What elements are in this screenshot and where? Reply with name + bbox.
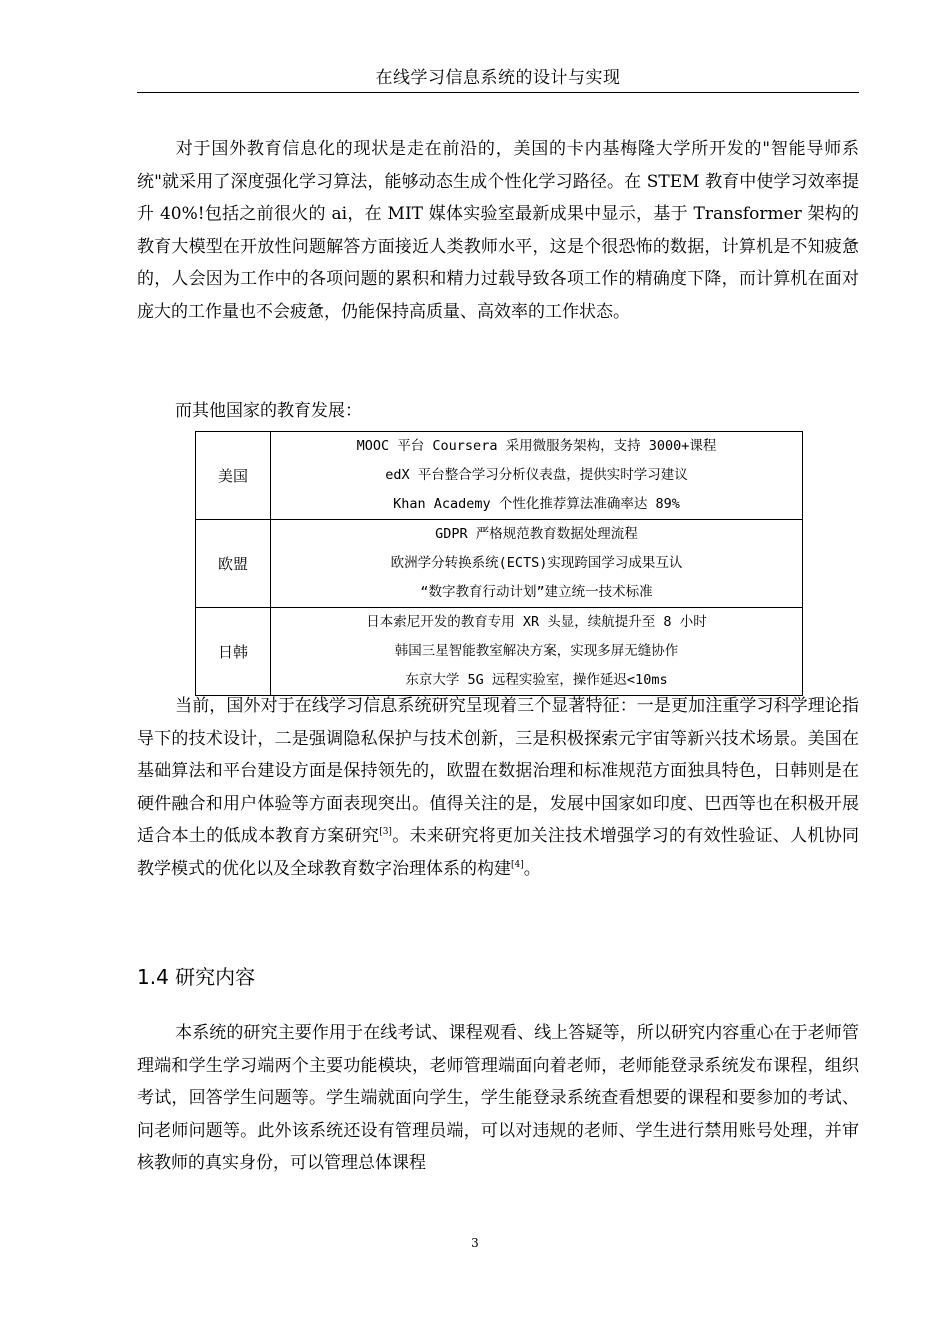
- paragraph-research-features: [137, 690, 859, 885]
- item-line: 欧洲学分转换系统(ECTS)实现跨国学习成果互认: [390, 555, 683, 571]
- paragraph-text: 对于国外教育信息化的现状是走在前沿的，美国的卡内基梅隆大学所开发的"智能导师系统"就采用了深度强化学习算法，能够动态生成个性化学习路径。在 STEM 教育中使学习效率提升 40%!包括之前很火的 ai，在 MIT 媒体实验室最新成果中显示，基于 Transformer 架构的教育大模型在开放性问题解答方面接近人类教师水平，这是个很恐怖的数据，计算机是不知疲惫的，人会因为工作中的各项问题的累积和精力过载导致各项工作的精确度下降，而计算机在面对庞大的工作量也不会疲惫，仍能保持高质量、高效率的工作状态。: [137, 139, 859, 322]
- section-heading: 1.4 研究内容: [137, 965, 256, 989]
- page-number: 3: [471, 1236, 479, 1250]
- page-header-title: 在线学习信息系统的设计与实现: [375, 68, 621, 88]
- table-row: [196, 432, 803, 520]
- item-line: “数字教育行动计划”建立统一技术标准: [420, 584, 653, 600]
- paragraph-other-countries-intro: [137, 395, 859, 428]
- header-divider: [137, 92, 859, 93]
- table-row: [196, 520, 803, 608]
- item-line: 日本索尼开发的教育专用 XR 头显，续航提升至 8 小时: [366, 614, 707, 630]
- citation-ref-4: [4]: [511, 859, 524, 870]
- region-cell: 美国: [196, 432, 271, 520]
- item-line: edX 平台整合学习分析仪表盘，提供实时学习建议: [385, 467, 688, 483]
- region-cell: 日韩: [196, 608, 271, 696]
- table-row: [196, 608, 803, 696]
- country-development-table: [195, 431, 803, 696]
- region-cell: 欧盟: [196, 520, 271, 608]
- paragraph-text: 当前，国外对于在线学习信息系统研究呈现着三个显著特征：一是更加注重学习科学理论指导下的技术设计，二是强调隐私保护与技术创新，三是积极探索元宇宙等新兴技术场景。美国在基础算法和平台建设方面是保持领先的，欧盟在数据治理和标准规范方面独具特色，日韩则是在硬件融合和用户体验等方面表现突出。值得关注的是，发展中国家如印度、巴西等也在积极开展适合本土的低成本教育方案研究: [137, 696, 859, 846]
- item-line: GDPR 严格规范教育数据处理流程: [435, 526, 638, 542]
- items-cell: [271, 432, 803, 520]
- paragraph-research-content: [137, 1017, 859, 1180]
- paragraph-text: 本系统的研究主要作用于在线考试、课程观看、线上答疑等，所以研究内容重心在于老师管理端和学生学习端两个主要功能模块，老师管理端面向着老师，老师能登录系统发布课程，组织考试，回答学生问题等。学生端就面向学生，学生能登录系统查看想要的课程和要参加的考试、问老师问题等。此外该系统还设有管理员端，可以对违规的老师、学生进行禁用账号处理，并审核教师的真实身份，可以管理总体课程: [137, 1023, 859, 1173]
- citation-ref-3: [3]: [379, 827, 392, 837]
- item-line: 韩国三星智能教室解决方案，实现多屏无缝协作: [394, 643, 679, 659]
- item-line: Khan Academy 个性化推荐算法准确率达 89%: [393, 496, 680, 512]
- paragraph-text: 。: [523, 858, 541, 879]
- item-line: MOOC 平台 Coursera 采用微服务架构，支持 3000+课程: [356, 438, 717, 454]
- paragraph-foreign-status: [137, 133, 859, 328]
- paragraph-text: 而其他国家的教育发展：: [175, 401, 362, 421]
- paragraph-text: 。未来研究将更加关注技术增强学习的有效性验证、人机协同教学模式的优化以及全球教育数字治理体系的构建: [137, 826, 860, 879]
- items-cell: [271, 520, 803, 608]
- item-line: 东京大学 5G 远程实验室，操作延迟<10ms: [405, 672, 668, 688]
- items-cell: [271, 608, 803, 696]
